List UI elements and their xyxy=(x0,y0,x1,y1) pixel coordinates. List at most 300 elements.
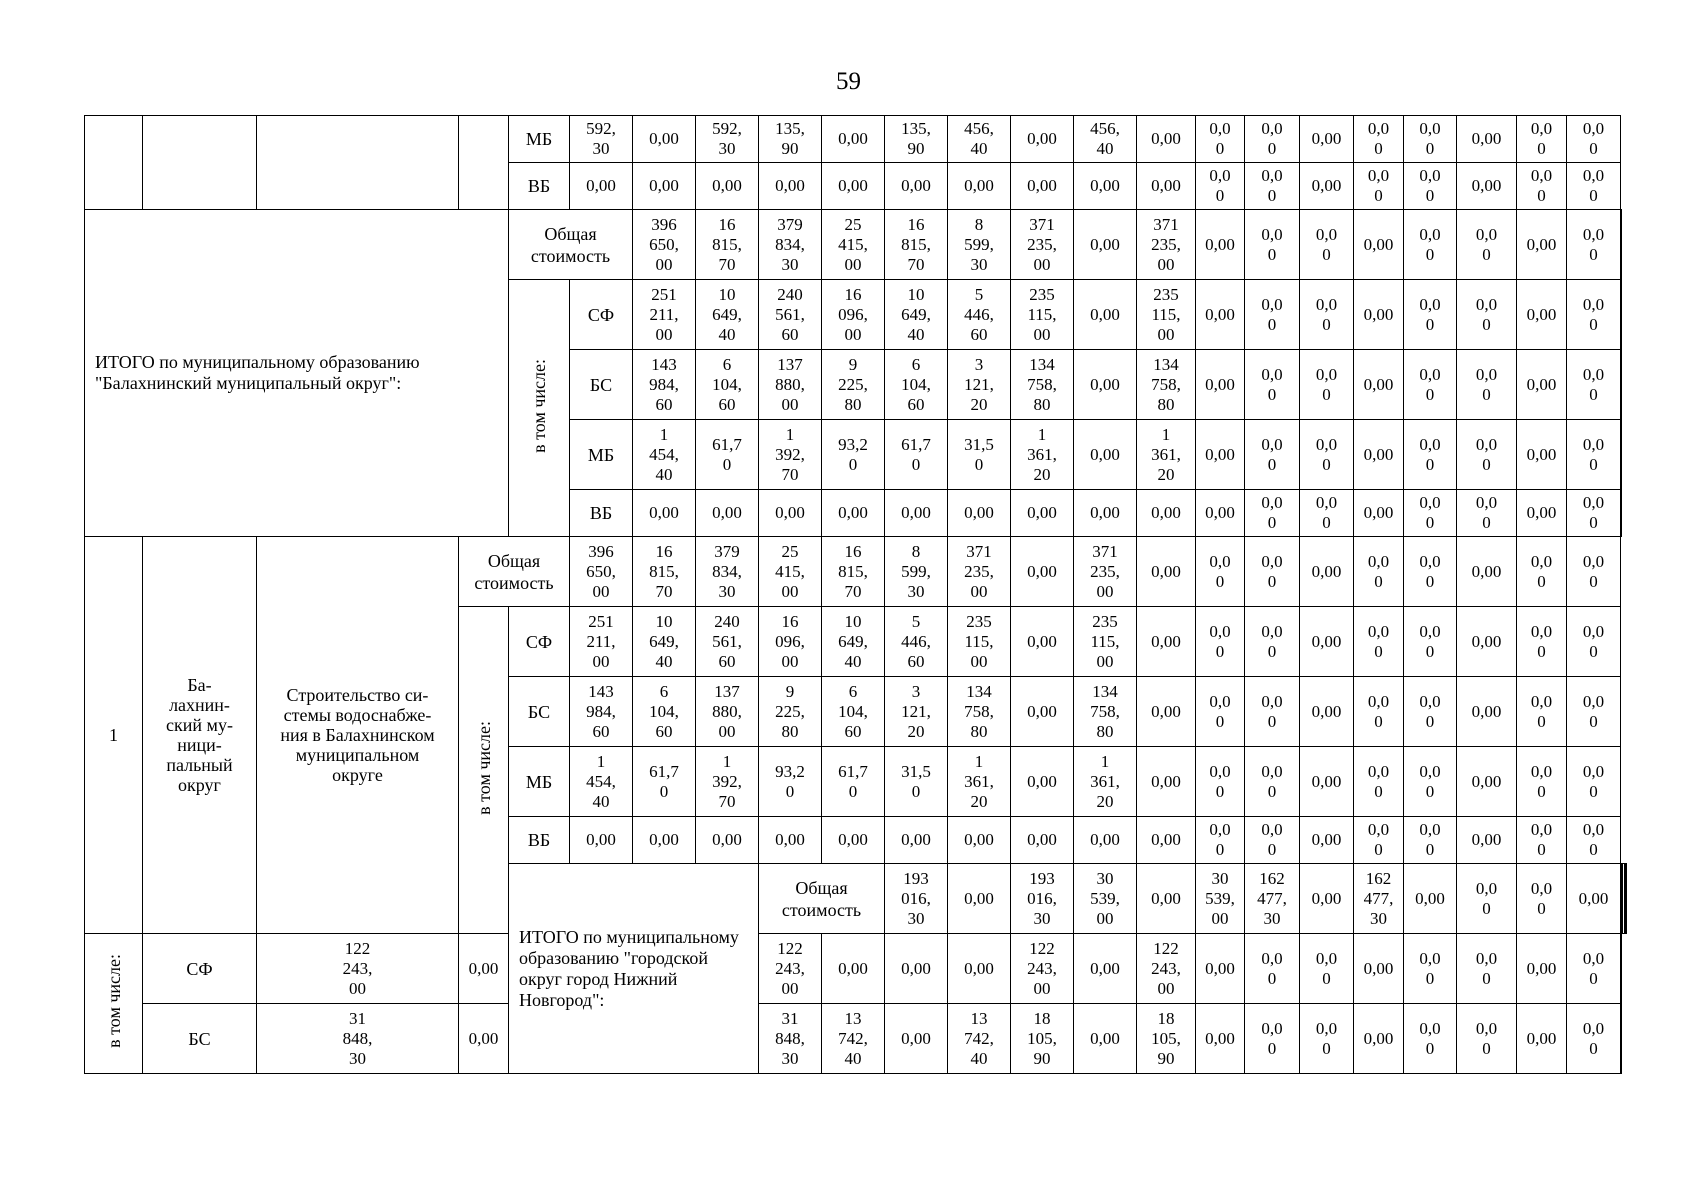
value-cell: 0,00 xyxy=(1196,210,1245,280)
value-cell: 1 361, 20 xyxy=(1074,747,1137,817)
value-cell: 0,00 xyxy=(1567,864,1621,934)
value-cell: 0,00 xyxy=(696,490,759,537)
source-label-sf: СФ xyxy=(509,607,570,677)
value-cell: 122 243, 00 xyxy=(759,934,822,1004)
source-label-vb: ВБ xyxy=(509,817,570,864)
including-label xyxy=(509,280,570,537)
page-number: 59 xyxy=(836,68,861,95)
value-cell: 0,00 xyxy=(633,490,696,537)
value-cell: 0,00 xyxy=(1457,747,1517,817)
value-cell: 0,00 xyxy=(1300,864,1354,934)
empty-cell xyxy=(143,116,257,210)
value-cell: 16 096, 00 xyxy=(759,607,822,677)
value-cell: 193 016, 30 xyxy=(1011,864,1074,934)
value-cell: 0,00 xyxy=(1196,1004,1245,1074)
value-cell: 0,00 xyxy=(1137,116,1196,163)
value-cell: 10 649, 40 xyxy=(822,607,885,677)
value-cell: 0,0 0 xyxy=(1300,934,1354,1004)
empty-cell xyxy=(85,116,143,210)
value-cell xyxy=(1621,210,1622,280)
value-cell: 0,00 xyxy=(570,817,633,864)
value-cell: 240 561, 60 xyxy=(759,280,822,350)
value-cell: 0,0 0 xyxy=(1457,350,1517,420)
value-cell: 10 649, 40 xyxy=(885,280,948,350)
value-cell: 9 225, 80 xyxy=(822,350,885,420)
value-cell: 0,0 0 xyxy=(1567,607,1621,677)
value-cell: 0,0 0 xyxy=(1245,350,1300,420)
value-cell: 0,00 xyxy=(822,817,885,864)
value-cell: 0,00 xyxy=(1354,280,1404,350)
value-cell: 30 539, 00 xyxy=(1074,864,1137,934)
value-cell: 0,0 0 xyxy=(1245,537,1300,607)
value-cell: 0,00 xyxy=(1457,163,1517,210)
value-cell: 0,0 0 xyxy=(1457,934,1517,1004)
source-label-mb: МБ xyxy=(509,747,570,817)
value-cell xyxy=(1621,1004,1622,1074)
value-cell: 0,00 xyxy=(1404,864,1457,934)
value-cell: 0,00 xyxy=(948,817,1011,864)
value-cell: 0,0 0 xyxy=(1567,1004,1621,1074)
empty-cell xyxy=(257,116,459,210)
value-cell: 0,00 xyxy=(1300,537,1354,607)
value-cell: 0,0 0 xyxy=(1517,817,1567,864)
value-cell: 162 477, 30 xyxy=(1354,864,1404,934)
value-cell: 0,0 0 xyxy=(1404,420,1457,490)
value-cell: 0,00 xyxy=(1517,210,1567,280)
value-cell xyxy=(1625,864,1626,934)
value-cell: 0,0 0 xyxy=(1404,116,1457,163)
value-cell: 0,00 xyxy=(1300,677,1354,747)
value-cell: 0,00 xyxy=(1517,490,1567,537)
value-cell: 371 235, 00 xyxy=(948,537,1011,607)
value-cell: 162 477, 30 xyxy=(1245,864,1300,934)
value-cell: 0,0 0 xyxy=(1245,607,1300,677)
value-cell: 456, 40 xyxy=(1074,116,1137,163)
value-cell: 240 561, 60 xyxy=(696,607,759,677)
source-label-bs: БС xyxy=(570,350,633,420)
value-cell: 0,00 xyxy=(1300,817,1354,864)
value-cell: 1 392, 70 xyxy=(696,747,759,817)
value-cell: 0,0 0 xyxy=(1567,747,1621,817)
value-cell: 0,00 xyxy=(1196,280,1245,350)
value-cell: 0,0 0 xyxy=(1567,420,1621,490)
value-cell: 8 599, 30 xyxy=(948,210,1011,280)
value-cell: 0,0 0 xyxy=(1457,864,1517,934)
value-cell: 1 361, 20 xyxy=(1011,420,1074,490)
value-cell: 134 758, 80 xyxy=(1137,350,1196,420)
value-cell: 134 758, 80 xyxy=(948,677,1011,747)
value-cell: 0,00 xyxy=(1137,163,1196,210)
value-cell: 0,00 xyxy=(822,490,885,537)
source-label-sf: СФ xyxy=(570,280,633,350)
value-cell xyxy=(1621,490,1622,537)
value-cell: 0,00 xyxy=(948,934,1011,1004)
value-cell: 0,00 xyxy=(1074,163,1137,210)
value-cell: 0,0 0 xyxy=(1517,116,1567,163)
value-cell: 0,00 xyxy=(459,1004,509,1074)
value-cell: 0,00 xyxy=(1074,350,1137,420)
value-cell: 122 243, 00 xyxy=(257,934,459,1004)
value-cell: 0,00 xyxy=(948,163,1011,210)
value-cell: 61,7 0 xyxy=(633,747,696,817)
value-cell: 0,00 xyxy=(1011,747,1074,817)
value-cell: 0,0 0 xyxy=(1196,163,1245,210)
value-cell: 0,00 xyxy=(948,864,1011,934)
value-cell: 0,0 0 xyxy=(1404,607,1457,677)
value-cell: 0,00 xyxy=(1354,210,1404,280)
value-cell: 0,00 xyxy=(885,1004,948,1074)
value-cell: 0,0 0 xyxy=(1517,607,1567,677)
value-cell: 0,00 xyxy=(633,116,696,163)
value-cell: 0,00 xyxy=(1011,817,1074,864)
value-cell: 1 454, 40 xyxy=(570,747,633,817)
value-cell: 0,0 0 xyxy=(1567,350,1621,420)
value-cell: 0,0 0 xyxy=(1354,677,1404,747)
value-cell: 143 984, 60 xyxy=(570,677,633,747)
general-cost-label: Общая стоимость xyxy=(759,864,885,934)
table-row xyxy=(85,210,1627,280)
value-cell: 0,0 0 xyxy=(1517,747,1567,817)
municipality-name: Ба- лахнин- ский му- ници- пальный округ xyxy=(143,537,257,934)
value-cell: 371 235, 00 xyxy=(1074,537,1137,607)
value-cell: 0,0 0 xyxy=(1300,350,1354,420)
value-cell: 0,0 0 xyxy=(1404,350,1457,420)
value-cell: 0,0 0 xyxy=(1517,864,1567,934)
value-cell: 0,0 0 xyxy=(1457,280,1517,350)
value-cell: 0,00 xyxy=(1457,116,1517,163)
value-cell: 0,0 0 xyxy=(1245,934,1300,1004)
value-cell: 0,0 0 xyxy=(1196,677,1245,747)
value-cell: 0,0 0 xyxy=(1567,280,1621,350)
value-cell: 10 649, 40 xyxy=(696,280,759,350)
value-cell: 0,00 xyxy=(1354,350,1404,420)
source-label-vb: ВБ xyxy=(570,490,633,537)
value-cell: 0,0 0 xyxy=(1567,934,1621,1004)
value-cell: 0,00 xyxy=(1517,280,1567,350)
general-cost-label: Общая стоимость xyxy=(459,537,570,607)
value-cell: 1 392, 70 xyxy=(759,420,822,490)
value-cell: 0,0 0 xyxy=(1354,817,1404,864)
value-cell: 8 599, 30 xyxy=(885,537,948,607)
value-cell: 0,00 xyxy=(1517,934,1567,1004)
value-cell: 16 815, 70 xyxy=(885,210,948,280)
value-cell: 0,0 0 xyxy=(1196,116,1245,163)
value-cell: 0,00 xyxy=(759,163,822,210)
value-cell: 18 105, 90 xyxy=(1137,1004,1196,1074)
source-label-mb: МБ xyxy=(509,116,570,163)
value-cell: 0,0 0 xyxy=(1245,420,1300,490)
value-cell: 0,00 xyxy=(1300,116,1354,163)
section-total-title: ИТОГО по муниципальному образованию "городской округ город Нижний Новгород": xyxy=(509,864,759,1074)
value-cell: 0,00 xyxy=(1074,1004,1137,1074)
value-cell: 235 115, 00 xyxy=(1137,280,1196,350)
value-cell: 0,0 0 xyxy=(1517,537,1567,607)
value-cell: 235 115, 00 xyxy=(948,607,1011,677)
value-cell xyxy=(1621,350,1622,420)
value-cell: 13 742, 40 xyxy=(948,1004,1011,1074)
value-cell: 235 115, 00 xyxy=(1074,607,1137,677)
value-cell: 93,2 0 xyxy=(822,420,885,490)
value-cell: 143 984, 60 xyxy=(633,350,696,420)
value-cell: 0,00 xyxy=(822,934,885,1004)
value-cell: 0,0 0 xyxy=(1196,537,1245,607)
value-cell: 0,0 0 xyxy=(1300,490,1354,537)
value-cell: 0,00 xyxy=(1137,537,1196,607)
value-cell: 0,0 0 xyxy=(1300,280,1354,350)
including-label-text: в том числе: xyxy=(473,720,494,815)
value-cell: 0,0 0 xyxy=(1196,817,1245,864)
value-cell: 371 235, 00 xyxy=(1137,210,1196,280)
value-cell: 0,00 xyxy=(1517,350,1567,420)
value-cell: 0,0 0 xyxy=(1354,116,1404,163)
value-cell: 5 446, 60 xyxy=(948,280,1011,350)
value-cell: 0,00 xyxy=(1011,537,1074,607)
value-cell: 0,00 xyxy=(1517,1004,1567,1074)
value-cell: 396 650, 00 xyxy=(633,210,696,280)
value-cell: 0,00 xyxy=(1011,490,1074,537)
value-cell: 25 415, 00 xyxy=(822,210,885,280)
value-cell: 0,00 xyxy=(1196,490,1245,537)
row-number: 1 xyxy=(85,537,143,934)
value-cell: 0,00 xyxy=(1137,607,1196,677)
value-cell: 0,00 xyxy=(1196,934,1245,1004)
value-cell: 0,00 xyxy=(633,817,696,864)
value-cell: 6 104, 60 xyxy=(885,350,948,420)
value-cell: 0,0 0 xyxy=(1457,210,1517,280)
value-cell xyxy=(1621,280,1622,350)
budget-table xyxy=(84,115,1627,1074)
value-cell: 0,0 0 xyxy=(1245,747,1300,817)
value-cell: 0,00 xyxy=(1074,817,1137,864)
value-cell: 379 834, 30 xyxy=(696,537,759,607)
object-name: Строительство си- стемы водоснабже- ния в Балахнинском муниципальном округе xyxy=(257,537,459,934)
value-cell: 0,00 xyxy=(759,490,822,537)
value-cell: 0,00 xyxy=(696,817,759,864)
value-cell: 0,0 0 xyxy=(1354,607,1404,677)
value-cell: 16 096, 00 xyxy=(822,280,885,350)
value-cell: 0,0 0 xyxy=(1245,163,1300,210)
value-cell: 0,0 0 xyxy=(1404,210,1457,280)
value-cell: 0,0 0 xyxy=(1567,116,1621,163)
value-cell: 13 742, 40 xyxy=(822,1004,885,1074)
value-cell: 0,00 xyxy=(1011,116,1074,163)
value-cell: 0,0 0 xyxy=(1354,537,1404,607)
value-cell: 31 848, 30 xyxy=(759,1004,822,1074)
table-row xyxy=(85,537,1627,607)
including-label xyxy=(85,934,143,1074)
value-cell: 5 446, 60 xyxy=(885,607,948,677)
source-label-sf: СФ xyxy=(143,934,257,1004)
source-label-mb: МБ xyxy=(570,420,633,490)
value-cell: 0,0 0 xyxy=(1404,934,1457,1004)
value-cell: 0,0 0 xyxy=(1404,490,1457,537)
value-cell: 0,0 0 xyxy=(1567,537,1621,607)
value-cell: 0,00 xyxy=(1354,1004,1404,1074)
value-cell: 0,00 xyxy=(885,934,948,1004)
value-cell: 135, 90 xyxy=(759,116,822,163)
value-cell: 0,0 0 xyxy=(1300,210,1354,280)
value-cell: 61,7 0 xyxy=(696,420,759,490)
value-cell: 0,0 0 xyxy=(1517,163,1567,210)
value-cell: 0,00 xyxy=(1354,420,1404,490)
value-cell: 0,0 0 xyxy=(1300,420,1354,490)
value-cell: 0,00 xyxy=(822,163,885,210)
value-cell: 0,00 xyxy=(1011,163,1074,210)
value-cell: 0,00 xyxy=(1137,677,1196,747)
value-cell: 0,00 xyxy=(1354,490,1404,537)
value-cell: 0,0 0 xyxy=(1354,163,1404,210)
value-cell: 0,0 0 xyxy=(1404,1004,1457,1074)
value-cell: 0,00 xyxy=(1074,420,1137,490)
table-row xyxy=(85,934,1627,1004)
table-row xyxy=(85,1004,1627,1074)
value-cell: 0,00 xyxy=(1354,934,1404,1004)
value-cell: 0,00 xyxy=(885,817,948,864)
value-cell: 0,00 xyxy=(1196,420,1245,490)
including-label-text: в том числе: xyxy=(529,358,549,453)
value-cell: 0,00 xyxy=(570,163,633,210)
value-cell: 122 243, 00 xyxy=(1137,934,1196,1004)
value-cell: 0,00 xyxy=(1074,934,1137,1004)
value-cell: 379 834, 30 xyxy=(759,210,822,280)
value-cell: 1 361, 20 xyxy=(1137,420,1196,490)
value-cell xyxy=(1621,934,1622,1004)
value-cell: 0,00 xyxy=(1300,747,1354,817)
value-cell: 592, 30 xyxy=(696,116,759,163)
source-label-bs: БС xyxy=(143,1004,257,1074)
value-cell: 0,00 xyxy=(1457,817,1517,864)
value-cell: 25 415, 00 xyxy=(759,537,822,607)
value-cell: 0,00 xyxy=(1517,420,1567,490)
value-cell: 0,00 xyxy=(948,490,1011,537)
value-cell: 61,7 0 xyxy=(822,747,885,817)
value-cell: 0,0 0 xyxy=(1567,677,1621,747)
value-cell: 3 121, 20 xyxy=(948,350,1011,420)
value-cell: 1 454, 40 xyxy=(633,420,696,490)
value-cell: 9 225, 80 xyxy=(759,677,822,747)
value-cell: 31 848, 30 xyxy=(257,1004,459,1074)
value-cell: 0,00 xyxy=(696,163,759,210)
value-cell: 0,00 xyxy=(1196,350,1245,420)
value-cell: 16 815, 70 xyxy=(633,537,696,607)
value-cell: 6 104, 60 xyxy=(633,677,696,747)
value-cell: 30 539, 00 xyxy=(1196,864,1245,934)
value-cell: 0,0 0 xyxy=(1196,747,1245,817)
value-cell: 193 016, 30 xyxy=(885,864,948,934)
value-cell: 93,2 0 xyxy=(759,747,822,817)
value-cell: 0,0 0 xyxy=(1245,280,1300,350)
value-cell: 0,00 xyxy=(1074,490,1137,537)
value-cell: 10 649, 40 xyxy=(633,607,696,677)
value-cell: 0,0 0 xyxy=(1354,747,1404,817)
value-cell: 0,0 0 xyxy=(1196,607,1245,677)
value-cell: 0,0 0 xyxy=(1517,677,1567,747)
value-cell: 16 815, 70 xyxy=(822,537,885,607)
section-total-title: ИТОГО по муниципальному образованию "Балахнинский муниципальный округ": xyxy=(85,210,509,537)
value-cell: 0,00 xyxy=(1300,163,1354,210)
value-cell: 0,0 0 xyxy=(1404,163,1457,210)
value-cell: 0,00 xyxy=(885,490,948,537)
value-cell: 0,0 0 xyxy=(1567,210,1621,280)
value-cell: 0,0 0 xyxy=(1457,420,1517,490)
value-cell: 0,0 0 xyxy=(1567,163,1621,210)
value-cell: 61,7 0 xyxy=(885,420,948,490)
value-cell: 0,0 0 xyxy=(1457,1004,1517,1074)
value-cell: 137 880, 00 xyxy=(759,350,822,420)
value-cell: 134 758, 80 xyxy=(1074,677,1137,747)
value-cell: 31,5 0 xyxy=(948,420,1011,490)
value-cell: 0,0 0 xyxy=(1404,280,1457,350)
source-label-bs: БС xyxy=(509,677,570,747)
value-cell: 0,00 xyxy=(1011,607,1074,677)
value-cell: 0,00 xyxy=(1457,537,1517,607)
value-cell: 0,0 0 xyxy=(1457,490,1517,537)
value-cell: 0,00 xyxy=(1137,864,1196,934)
value-cell: 3 121, 20 xyxy=(885,677,948,747)
value-cell: 0,00 xyxy=(1137,490,1196,537)
value-cell: 0,0 0 xyxy=(1404,677,1457,747)
value-cell: 6 104, 60 xyxy=(822,677,885,747)
value-cell: 134 758, 80 xyxy=(1011,350,1074,420)
value-cell: 0,0 0 xyxy=(1404,537,1457,607)
value-cell: 0,0 0 xyxy=(1567,817,1621,864)
value-cell: 235 115, 00 xyxy=(1011,280,1074,350)
value-cell: 0,0 0 xyxy=(1245,677,1300,747)
value-cell: 6 104, 60 xyxy=(696,350,759,420)
value-cell: 0,0 0 xyxy=(1245,817,1300,864)
value-cell: 0,0 0 xyxy=(1300,1004,1354,1074)
value-cell: 1 361, 20 xyxy=(948,747,1011,817)
value-cell: 0,00 xyxy=(1011,677,1074,747)
value-cell: 396 650, 00 xyxy=(570,537,633,607)
value-cell xyxy=(1621,420,1622,490)
value-cell: 371 235, 00 xyxy=(1011,210,1074,280)
value-cell: 0,00 xyxy=(1074,210,1137,280)
including-label-text: в том числе: xyxy=(103,954,124,1048)
value-cell: 0,0 0 xyxy=(1245,210,1300,280)
value-cell: 0,00 xyxy=(459,934,509,1004)
value-cell: 0,00 xyxy=(885,163,948,210)
value-cell: 0,0 0 xyxy=(1404,747,1457,817)
value-cell: 0,0 0 xyxy=(1245,116,1300,163)
value-cell: 0,0 0 xyxy=(1567,490,1621,537)
value-cell: 456, 40 xyxy=(948,116,1011,163)
value-cell: 18 105, 90 xyxy=(1011,1004,1074,1074)
value-cell: 135, 90 xyxy=(885,116,948,163)
including-label xyxy=(459,607,509,934)
value-cell: 0,0 0 xyxy=(1245,490,1300,537)
value-cell: 0,00 xyxy=(1457,677,1517,747)
value-cell: 0,00 xyxy=(633,163,696,210)
value-cell: 31,5 0 xyxy=(885,747,948,817)
value-cell: 0,0 0 xyxy=(1404,817,1457,864)
value-cell: 0,00 xyxy=(1457,607,1517,677)
value-cell: 0,00 xyxy=(759,817,822,864)
value-cell: 251 211, 00 xyxy=(633,280,696,350)
value-cell: 0,00 xyxy=(1074,280,1137,350)
table-row xyxy=(85,116,1627,163)
value-cell: 16 815, 70 xyxy=(696,210,759,280)
value-cell: 0,00 xyxy=(1300,607,1354,677)
source-label-vb: ВБ xyxy=(509,163,570,210)
general-cost-label: Общая стоимость xyxy=(509,210,633,280)
empty-cell xyxy=(459,116,509,210)
value-cell: 0,00 xyxy=(1137,817,1196,864)
value-cell: 0,00 xyxy=(822,116,885,163)
value-cell: 137 880, 00 xyxy=(696,677,759,747)
value-cell: 251 211, 00 xyxy=(570,607,633,677)
value-cell: 592, 30 xyxy=(570,116,633,163)
